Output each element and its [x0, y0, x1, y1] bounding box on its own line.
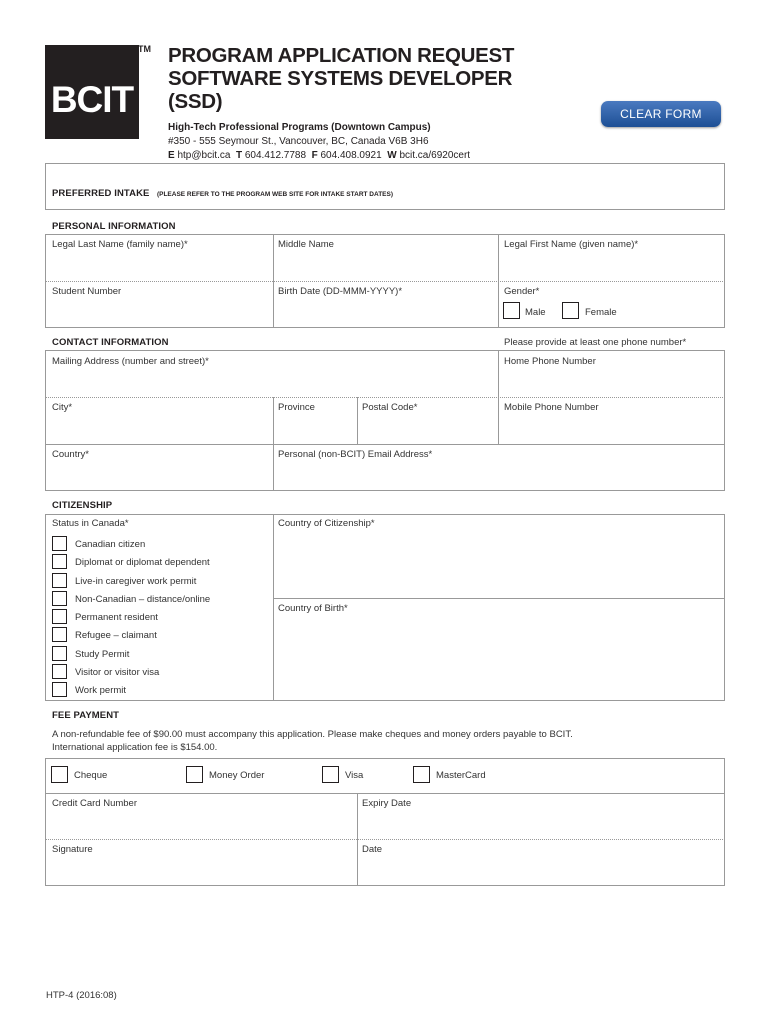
title-line-1: PROGRAM APPLICATION REQUEST [168, 44, 515, 67]
clear-form-button[interactable]: CLEAR FORM [601, 101, 721, 127]
status-permanent-resident-checkbox[interactable] [52, 609, 67, 624]
status-canadian-citizen-checkbox[interactable] [52, 536, 67, 551]
credit-card-number-field[interactable]: Credit Card Number [52, 798, 137, 809]
mobile-phone-field[interactable]: Mobile Phone Number [504, 402, 599, 413]
expiry-date-field[interactable]: Expiry Date [362, 798, 412, 809]
street-address: #350 - 555 Seymour St., Vancouver, BC, Canada V6B 3H6 [168, 136, 429, 147]
contact-address-block [168, 121, 470, 163]
page-title [168, 44, 514, 113]
postal-code-field[interactable]: Postal Code* [362, 402, 418, 413]
status-caregiver-checkbox[interactable] [52, 573, 67, 588]
bcit-logo: BCIT [45, 45, 139, 139]
gender-female-label: Female [585, 307, 617, 318]
phone-number: 604.412.7788 [244, 150, 307, 161]
payment-cheque-label: Cheque [74, 770, 108, 781]
fee-payment-table [45, 758, 725, 886]
last-name-field[interactable]: Legal Last Name (family name)* [52, 239, 188, 250]
gender-male-label: Male [525, 307, 546, 318]
student-number-field[interactable]: Student Number [52, 286, 122, 297]
first-name-field[interactable]: Legal First Name (given name)* [504, 239, 639, 250]
date-field[interactable]: Date [362, 844, 383, 855]
birth-date-field[interactable]: Birth Date (DD-MMM-YYYY)* [278, 286, 403, 297]
payment-mastercard-label: MasterCard [436, 770, 486, 781]
fee-payment-heading: FEE PAYMENT [52, 710, 120, 721]
home-phone-field[interactable]: Home Phone Number [504, 356, 596, 367]
status-study-permit-checkbox[interactable] [52, 646, 67, 661]
country-of-citizenship-field[interactable]: Country of Citizenship* [278, 518, 375, 529]
mailing-address-field[interactable]: Mailing Address (number and street)* [52, 356, 209, 367]
fee-note: A non-refundable fee of $90.00 must accompany this application. Please make cheques and money orders payable to BCIT. International application fee is $154.00. [52, 729, 573, 753]
middle-name-field[interactable]: Middle Name [278, 239, 334, 250]
country-field[interactable]: Country* [52, 449, 89, 460]
contact-line: E htp@bcit.ca T 604.412.7788 F 604.408.0921 W bcit.ca/6920cert [168, 150, 471, 161]
gender-label: Gender* [504, 286, 540, 297]
status-work-permit-checkbox[interactable] [52, 682, 67, 697]
status-non-canadian-checkbox[interactable] [52, 591, 67, 606]
personal-info-heading: PERSONAL INFORMATION [52, 221, 176, 232]
payment-cheque-checkbox[interactable] [51, 766, 68, 783]
preferred-intake-label: PREFERRED INTAKE (PLEASE REFER TO THE PROGRAM WEB SITE FOR INTAKE START DATES) [52, 188, 394, 199]
gender-female-checkbox[interactable] [562, 302, 579, 319]
email-link[interactable]: htp@bcit.ca [177, 150, 231, 161]
city-field[interactable]: City* [52, 402, 73, 413]
country-of-birth-field[interactable]: Country of Birth* [278, 603, 348, 614]
website-link[interactable]: bcit.ca/6920cert [399, 150, 471, 161]
payment-money-order-checkbox[interactable] [186, 766, 203, 783]
trademark-mark: TM [138, 44, 151, 54]
phone-note: Please provide at least one phone number* [504, 337, 687, 348]
contact-info-heading: CONTACT INFORMATION [52, 337, 169, 348]
form-code: HTP-4 (2016:08) [46, 990, 117, 1001]
title-line-2: SOFTWARE SYSTEMS DEVELOPER [168, 67, 513, 90]
payment-money-order-label: Money Order [209, 770, 265, 781]
status-in-canada-label: Status in Canada* [52, 518, 129, 529]
payment-mastercard-checkbox[interactable] [413, 766, 430, 783]
fax-number: 604.408.0921 [320, 150, 382, 161]
status-refugee-checkbox[interactable] [52, 627, 67, 642]
status-visitor-checkbox[interactable] [52, 664, 67, 679]
gender-male-checkbox[interactable] [503, 302, 520, 319]
contact-info-table [45, 350, 725, 491]
personal-email-field[interactable]: Personal (non-BCIT) Email Address* [278, 449, 433, 460]
title-line-3: (SSD) [168, 90, 223, 113]
payment-visa-checkbox[interactable] [322, 766, 339, 783]
department-name: High-Tech Professional Programs (Downtown Campus) [168, 122, 431, 133]
province-field[interactable]: Province [278, 402, 315, 413]
status-diplomat-checkbox[interactable] [52, 554, 67, 569]
payment-visa-label: Visa [345, 770, 364, 781]
signature-field[interactable]: Signature [52, 844, 93, 855]
citizenship-heading: CITIZENSHIP [52, 500, 113, 511]
